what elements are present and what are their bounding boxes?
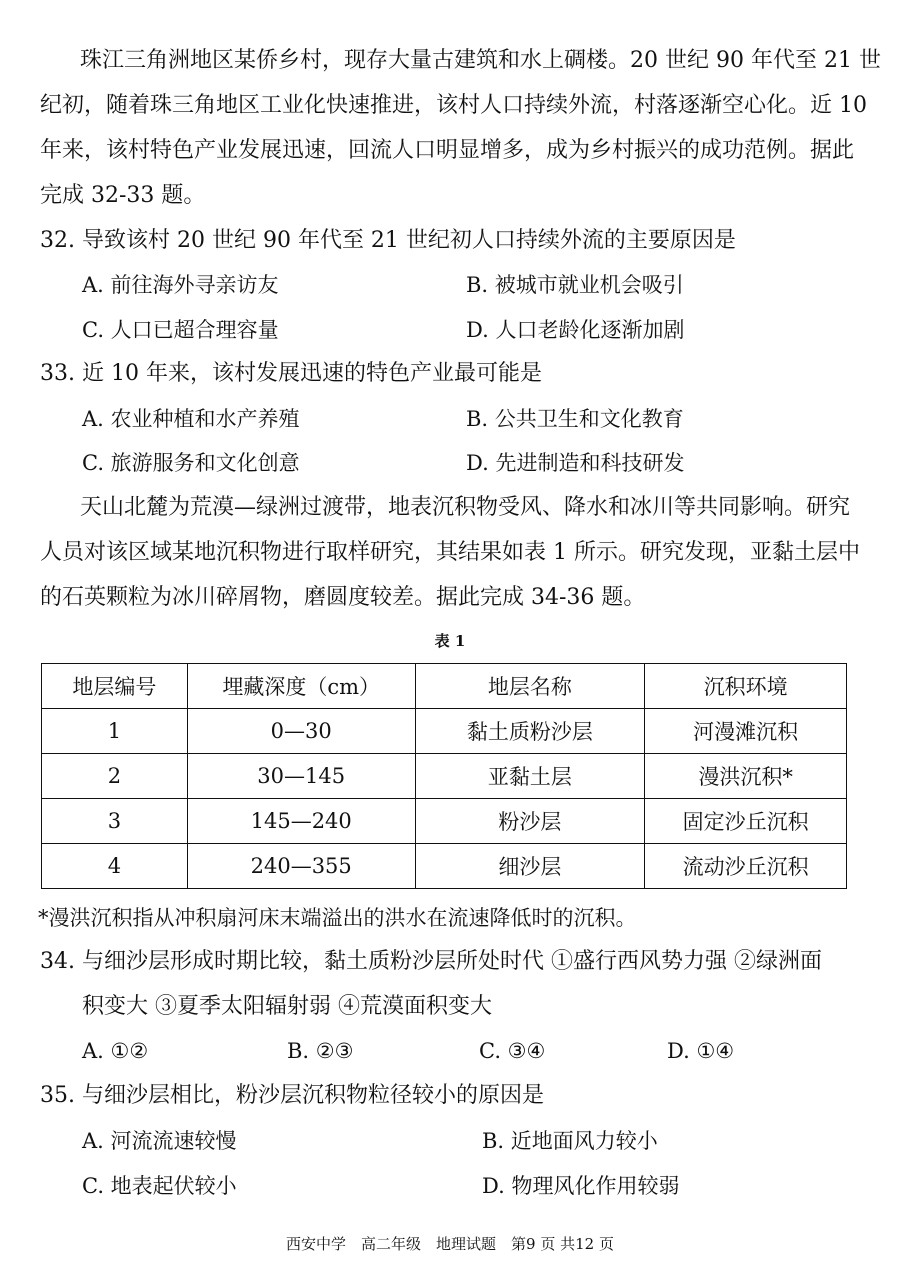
q32-option-c: C. 人口已超合理容量	[82, 318, 279, 342]
q34-option-c: C. ③④	[479, 1039, 546, 1063]
q35-option-b: B. 近地面风力较小	[482, 1129, 658, 1153]
table-cell: 漫洪沉积*	[645, 754, 847, 799]
table-cell: 细沙层	[415, 844, 645, 889]
q35-option-d: D. 物理风化作用较弱	[482, 1174, 680, 1198]
q35-option-a: A. 河流流速较慢	[82, 1129, 237, 1153]
table-cell: 流动沙丘沉积	[645, 844, 847, 889]
q33-stem: 33. 近 10 年来，该村发展迅速的特色产业最可能是	[40, 361, 542, 386]
table-cell: 4	[42, 844, 188, 889]
table-cell: 0—30	[187, 709, 415, 754]
q34-option-a: A. ①②	[82, 1039, 149, 1063]
q32-stem: 32. 导致该村 20 世纪 90 年代至 21 世纪初人口持续外流的主要原因是	[40, 228, 736, 253]
q35-stem: 35. 与细沙层相比，粉沙层沉积物粒径较小的原因是	[40, 1083, 544, 1108]
table-cell: 240—355	[187, 844, 415, 889]
page-footer: 西安中学 高二年级 地理试题 第9 页 共12 页	[286, 1235, 614, 1253]
table-caption: 表 1	[434, 632, 466, 650]
q33-option-b: B. 公共卫生和文化教育	[466, 407, 684, 431]
q32-option-a: A. 前往海外寻亲访友	[82, 273, 279, 297]
intro2-line-2: 人员对该区域某地沉积物进行取样研究，其结果如表 1 所示。研究发现，亚黏土层中	[40, 540, 860, 565]
table-row	[42, 709, 847, 754]
intro1-line-2: 纪初，随着珠三角地区工业化快速推进，该村人口持续外流，村落逐渐空心化。近 10	[40, 93, 867, 118]
intro2-line-3: 的石英颗粒为冰川碎屑物，磨圆度较差。据此完成 34-36 题。	[40, 585, 646, 610]
q33-option-c: C. 旅游服务和文化创意	[82, 451, 300, 475]
intro1-line-1: 珠江三角洲地区某侨乡村，现存大量古建筑和水上碉楼。20 世纪 90 年代至 21 世	[80, 48, 881, 73]
table-cell: 河漫滩沉积	[645, 709, 847, 754]
intro1-line-4: 完成 32-33 题。	[40, 183, 206, 208]
q34-stem-line-2: 积变大 ③夏季太阳辐射弱 ④荒漠面积变大	[82, 994, 492, 1019]
table-row	[42, 799, 847, 844]
q34-stem-line-1: 34. 与细沙层形成时期比较，黏土质粉沙层所处时代 ①盛行西风势力强 ②绿洲面	[40, 949, 822, 974]
table-cell: 2	[42, 754, 188, 799]
table-header-cell: 地层编号	[42, 664, 188, 709]
q32-option-b: B. 被城市就业机会吸引	[466, 273, 684, 297]
table-cell: 黏土质粉沙层	[415, 709, 645, 754]
table-cell: 粉沙层	[415, 799, 645, 844]
q33-option-d: D. 先进制造和科技研发	[466, 451, 685, 475]
intro2-line-1: 天山北麓为荒漠—绿洲过渡带，地表沉积物受风、降水和冰川等共同影响。研究	[80, 495, 851, 520]
table-header-cell: 埋藏深度（cm）	[187, 664, 415, 709]
table-header-cell: 沉积环境	[645, 664, 847, 709]
q34-option-d: D. ①④	[667, 1039, 735, 1063]
q32-option-d: D. 人口老龄化逐渐加剧	[466, 318, 685, 342]
table-cell: 1	[42, 709, 188, 754]
table-row	[42, 844, 847, 889]
table-cell: 亚黏土层	[415, 754, 645, 799]
table-header-cell: 地层名称	[415, 664, 645, 709]
strata-table	[41, 663, 847, 889]
table-cell: 30—145	[187, 754, 415, 799]
table-cell: 固定沙丘沉积	[645, 799, 847, 844]
table-cell: 145—240	[187, 799, 415, 844]
table-cell: 3	[42, 799, 188, 844]
q35-option-c: C. 地表起伏较小	[82, 1174, 237, 1198]
intro1-line-3: 年来，该村特色产业发展迅速，回流人口明显增多，成为乡村振兴的成功范例。据此	[40, 138, 855, 163]
table-header-row	[42, 664, 847, 709]
q34-option-b: B. ②③	[287, 1039, 354, 1063]
table-row	[42, 754, 847, 799]
table-footnote: *漫洪沉积指从冲积扇河床末端溢出的洪水在流速降低时的沉积。	[38, 906, 637, 930]
q33-option-a: A. 农业种植和水产养殖	[82, 407, 300, 431]
